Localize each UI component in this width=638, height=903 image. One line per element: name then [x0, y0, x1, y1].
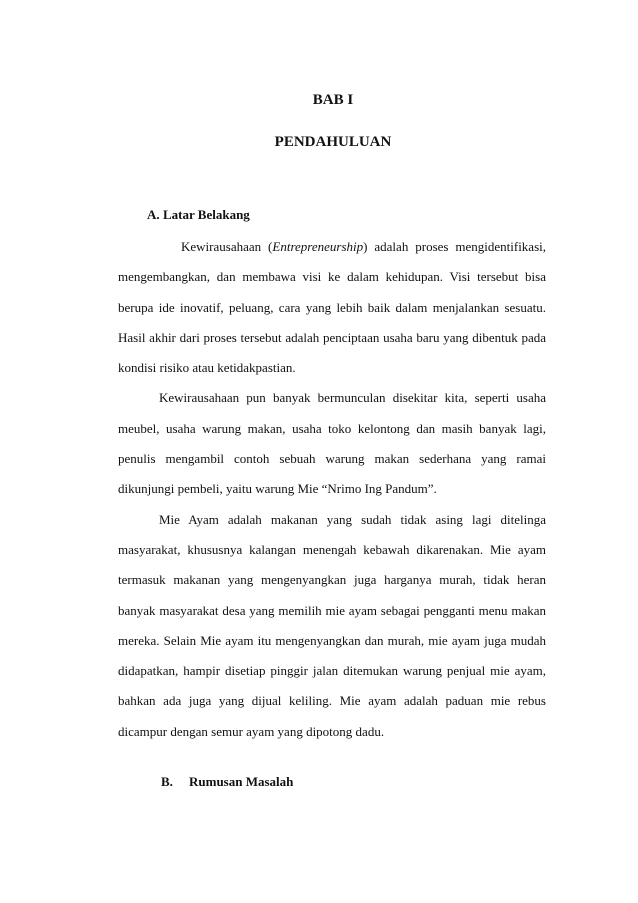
body-text: [118, 232, 546, 747]
paragraph-1-term: Entrepreneurship: [272, 239, 364, 254]
section-letter-a: A.: [147, 207, 160, 222]
paragraph-1: [118, 232, 546, 383]
section-heading-b: [161, 773, 293, 791]
paragraph-3: Mie Ayam adalah makanan yang sudah tidak asing lagi ditelinga masyarakat, khususnya kalangan menengah kebawah dikarenakan. Mie ayam termasuk makanan yang mengenyangkan juga harganya murah, tidak heran banyak masyarakat desa yang memilih mie ayam sebagai pengganti menu makan mereka. Selain Mie ayam itu mengenyangkan dan murah, mie ayam juga mudah didapatkan, hampir disetiap pinggir jalan ditemukan warung penjual mie ayam, bahkan ada juga yang dijual keliling. Mie ayam adalah paduan mie rebus dicampur dengan semur ayam yang dipotong dadu.: [118, 511, 546, 739]
chapter-title: PENDAHULUAN: [274, 134, 392, 150]
chapter-number: BAB I: [312, 92, 354, 108]
paragraph-2: Kewirausahaan pun banyak bermunculan disekitar kita, seperti usaha meubel, usaha warung makan, usaha toko kelontong dan masih banyak lagi, penulis mengambil contoh sebuah warung makan sederhana yang ramai dikunjungi pembeli, yaitu warung Mie “Nrimo Ing Pandum”.: [118, 390, 546, 497]
section-heading-a: [147, 206, 250, 224]
paragraph-1-lead: Kewirausahaan (: [181, 239, 273, 254]
section-letter-b: B.: [161, 774, 173, 789]
section-title-b: Rumusan Masalah: [189, 774, 294, 789]
section-title-a: Latar Belakang: [163, 207, 250, 222]
paragraph-1-rest: ) adalah proses mengidentifikasi, mengembangkan, dan membawa visi ke dalam kehidupan. Visi tersebut bisa berupa ide inovatif, peluang, cara yang lebih baik dalam menjalankan sesuatu. Hasil akhir dari proses tersebut adalah penciptaan usaha baru yang dibentuk pada kondisi risiko atau ketidakpastian.: [118, 239, 546, 376]
